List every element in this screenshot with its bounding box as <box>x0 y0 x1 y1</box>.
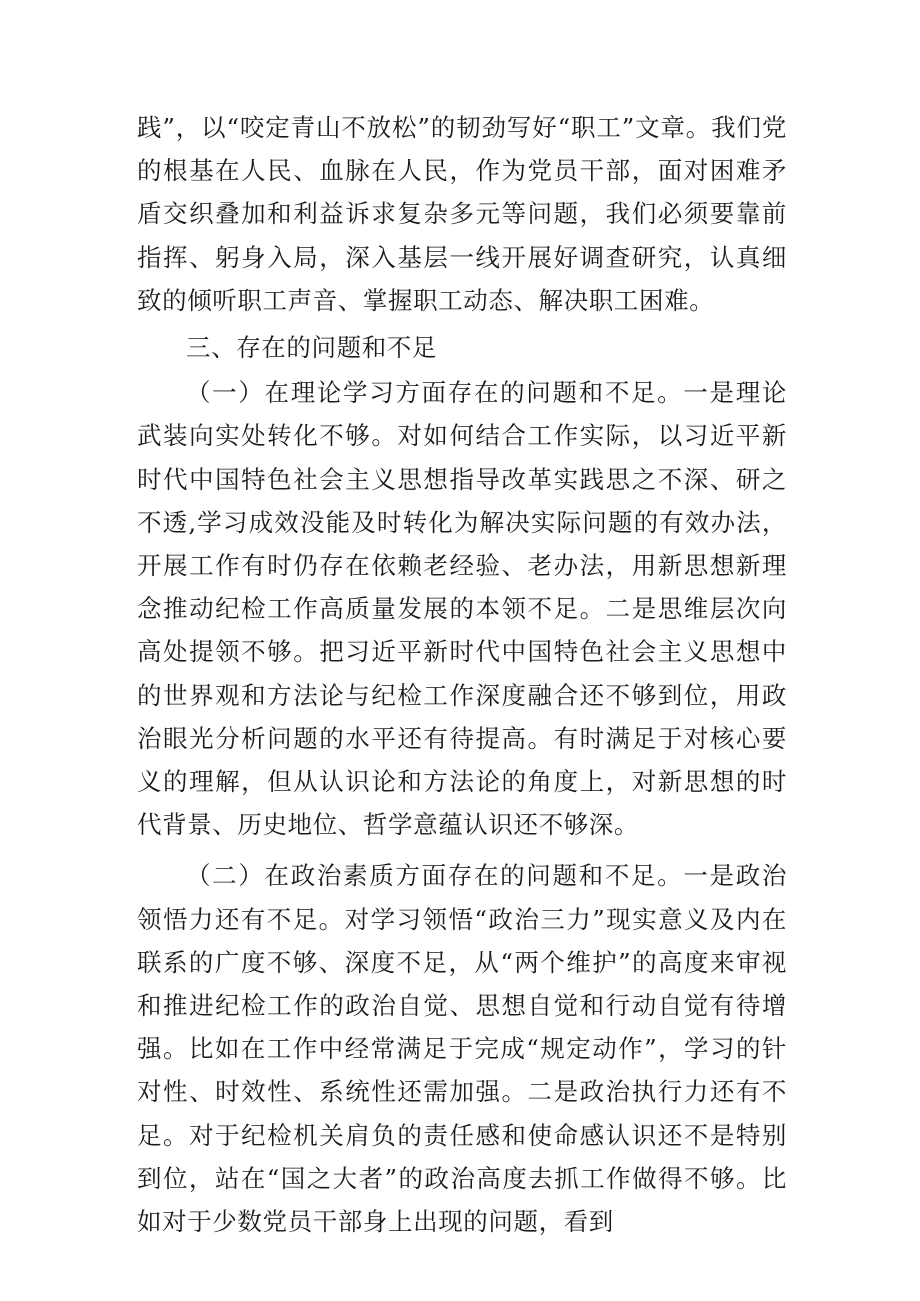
section-heading: 三、存在的问题和不足 <box>186 333 437 363</box>
paragraph-continuation: 践”，以“咬定青山不放松”的韧劲写好“职工”文章。我们党的根基在人民、血脉在人民，作为党员干部，面对困难矛盾交织叠加和利益诉求复杂多元等问题，我们必须要靠前指挥、躬身入局，深入基层一线开展好调查研究，认真细致的倾听职工声音、掌握职工动态、解决职工困难。 <box>137 113 787 315</box>
paragraph-theory-study: （一）在理论学习方面存在的问题和不足。一是理论武装向实处转化不够。对如何结合工作实际，以习近平新时代中国特色社会主义思想指导改革实践思之不深、研之不透,学习成效没能及时转化为解决实际问题的有效办法，开展工作有时仍存在依赖老经验、老办法，用新思想新理念推动纪检工作高质量发展的本领不足。二是思维层次向高处提领不够。把习近平新时代中国特色社会主义思想中的世界观和方法论与纪检工作深度融合还不够到位，用政治眼光分析问题的水平还有待提高。有时满足于对核心要义的理解，但从认识论和方法论的角度上，对新思想的时代背景、历史地位、哲学意蕴认识还不够深。 <box>137 378 787 840</box>
paragraph-political-quality: （二）在政治素质方面存在的问题和不足。一是政治领悟力还有不足。对学习领悟“政治三力”现实意义及内在联系的广度不够、深度不足，从“两个维护”的高度来审视和推进纪检工作的政治自觉、思想自觉和行动自觉有待增强。比如在工作中经常满足于完成“规定动作”，学习的针对性、时效性、系统性还需加强。二是政治执行力还有不足。对于纪检机关肩负的责任感和使命感认识还不是特别到位，站在“国之大者”的政治高度去抓工作做得不够。比如对于少数党员干部身上出现的问题，看到 <box>137 861 787 1237</box>
document-body <box>137 106 787 1243</box>
